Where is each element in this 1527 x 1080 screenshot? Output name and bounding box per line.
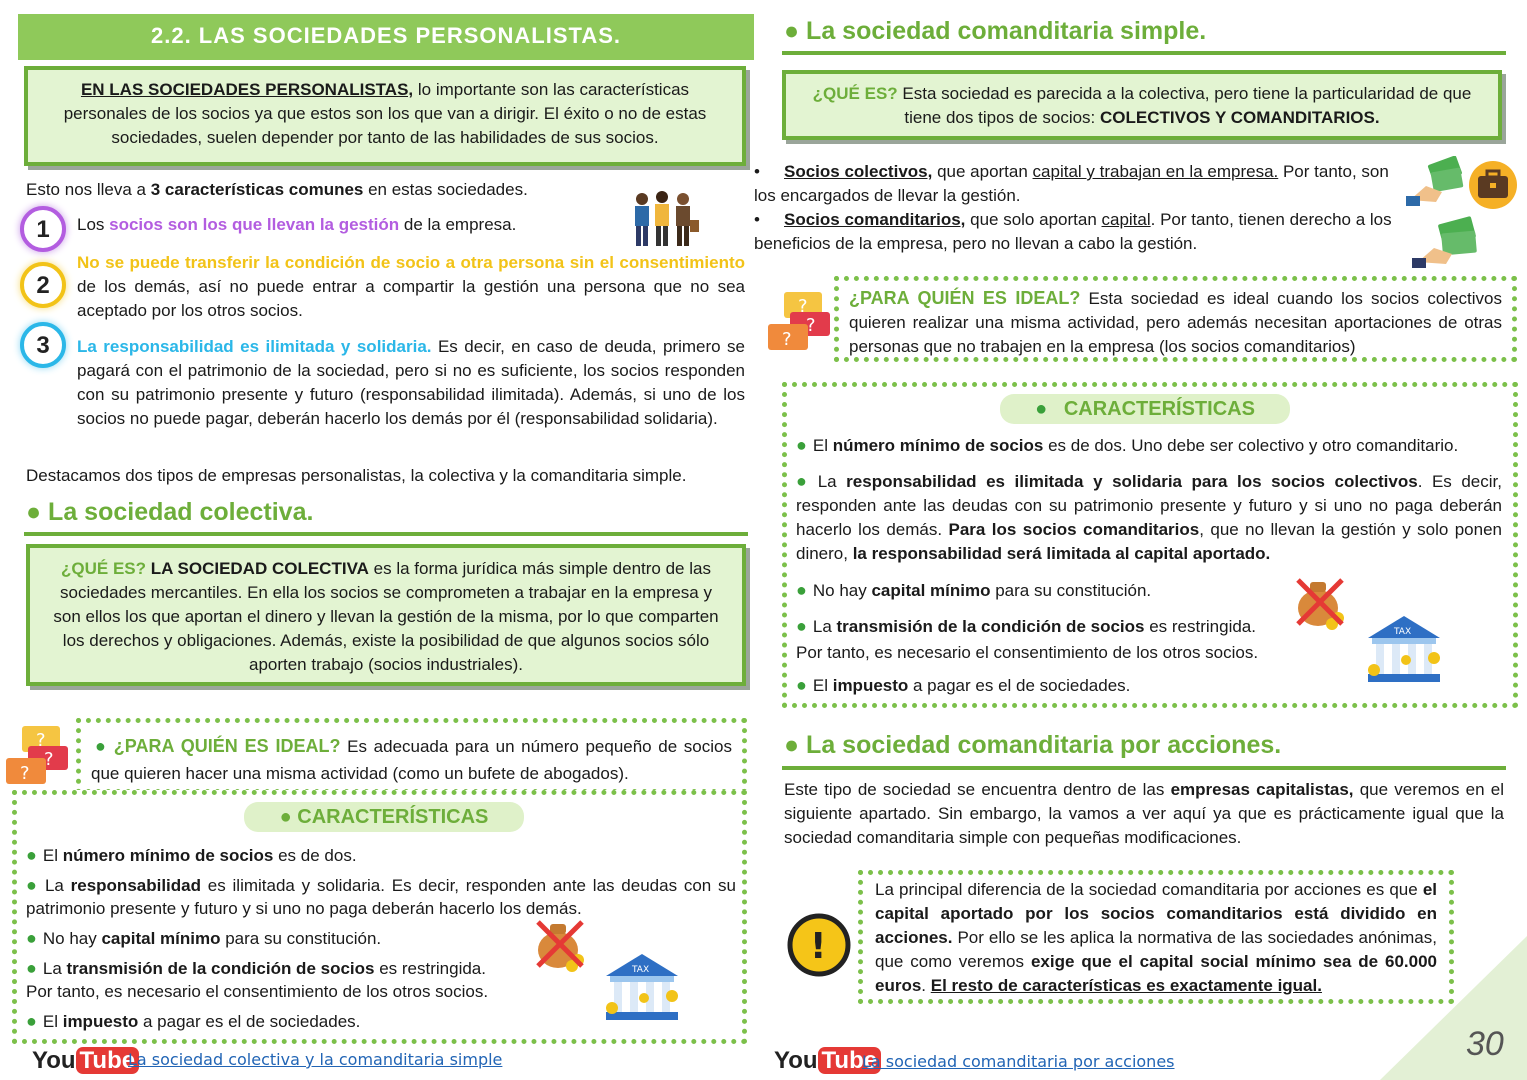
colectiva-car-4: ● La transmisión de la condición de socios es restringida. Por tanto, es necesario el consentimiento de los otros socios. xyxy=(26,958,489,1001)
number-2-badge: 2 xyxy=(20,262,66,308)
simple-car-3: ● No hay capital mínimo para su constitución. xyxy=(796,580,1152,600)
acciones-box: La principal diferencia de la sociedad comanditaria por acciones es que el capital aportado por los socios comanditarios está dividido en acciones. Por ello se les aplica la normativa de las sociedades anónimas, que como veremos exige que el capital social mínimo sea de 60.000 euros. El resto de características es exactamente igual. xyxy=(858,870,1454,1004)
svg-text:?: ? xyxy=(806,315,816,336)
svg-text:?: ? xyxy=(44,749,54,770)
page-number: 30 xyxy=(1466,1025,1504,1063)
question-bubbles-icon xyxy=(2,724,74,788)
socios-colectivos-item: • Socios colectivos, que aportan capital y trabajan en la empresa. Por tanto, son los encargados de llevar la gestión. xyxy=(754,162,1389,205)
colectiva-que-es-box: ¿QUÉ ES? LA SOCIEDAD COLECTIVA es la forma jurídica más simple dentro de las sociedades mercantiles. En ella los socios se comprometen a trabajar en la empresa y son ellos los que aportan el dinero y llevan la gestión de la misma, por lo que comparten los derechos y obligaciones. Además, existe la posibilidad de que algunos socios sólo aporten trabajo (socios industriales). xyxy=(26,544,746,686)
money-hand-icon xyxy=(1406,156,1466,208)
socios-comanditarios-item: • Socios comanditarios, que solo aportan capital. Por tanto, tienen derecho a los beneficios de la empresa, pero no llevan a cabo la gestión. xyxy=(754,210,1392,253)
no-money-bag-icon-right xyxy=(1292,574,1350,630)
point-1: Los socios son los que llevan la gestión de la empresa. xyxy=(77,215,517,234)
section-banner: 2.2. LAS SOCIEDADES PERSONALISTAS. xyxy=(18,14,754,60)
point-3: La responsabilidad es ilimitada y solidaria. Es decir, en caso de deuda, primero se pagará con el patrimonio de la sociedad, pero si no es suficiente, los socios responden con su patrimonio presente y futuro (responsabilidad ilimitada). Además, si uno de los socios no puede pagar, deberán hacerlo los demás por él (responsabilidad solidaria). xyxy=(77,337,745,428)
acciones-paragraph: Este tipo de sociedad se encuentra dentro de las empresas capitalistas, que veremos en el siguiente apartado. Sin embargo, la vamos a ver aquí ya que es prácticamente igual que la sociedad comanditaria simple con pequeñas modificaciones. xyxy=(784,780,1504,847)
simple-que-es-box: ¿QUÉ ES? Esta sociedad es parecida a la colectiva, pero tiene la particularidad de que tiene dos tipos de socios: COLECTIVOS Y COMANDITARIOS. xyxy=(782,70,1502,140)
acciones-rule xyxy=(782,766,1506,770)
no-money-bag-icon xyxy=(532,916,590,972)
video-link-acciones[interactable]: La sociedad comanditaria por acciones xyxy=(862,1052,1175,1071)
simple-car-1: ● El número mínimo de socios es de dos. Uno debe ser colectivo y otro comanditario. xyxy=(796,435,1459,455)
acciones-title: ● La sociedad comanditaria por acciones. xyxy=(784,731,1282,759)
colectiva-rule xyxy=(24,532,748,536)
svg-text:?: ? xyxy=(36,730,46,751)
number-1-badge: 1 xyxy=(20,206,66,252)
question-bubbles-icon-right xyxy=(764,290,836,354)
tax-building-icon xyxy=(600,950,684,1026)
intro-line: Esto nos lleva a 3 características comunes en estas sociedades. xyxy=(26,180,528,199)
colectiva-ideal-box: ● ¿PARA QUIÉN ES IDEAL? Es adecuada para un número pequeño de socios que quieren hacer una misma actividad (como un bufete de abogados). xyxy=(76,718,747,794)
colectiva-title: ● La sociedad colectiva. xyxy=(26,498,314,526)
simple-car-4: ● La transmisión de la condición de socios es restringida. Por tanto, es necesario el consentimiento de los otros socios. xyxy=(796,616,1259,662)
simple-rule xyxy=(782,51,1506,55)
simple-ideal-box: ¿PARA QUIÉN ES IDEAL? Esta sociedad es ideal cuando los socios colectivos quieren realizar una misma actividad, pero además necesitan aportaciones de otras personas que no trabajen en la empresa (los socios comanditarios) xyxy=(834,276,1517,362)
simple-car-5: ● El impuesto a pagar es el de sociedades. xyxy=(796,675,1131,695)
people-icon xyxy=(628,190,700,250)
svg-text:?: ? xyxy=(798,296,808,317)
simple-car-heading: ● CARACTERÍSTICAS xyxy=(1000,394,1290,424)
svg-text:TAX: TAX xyxy=(632,965,650,975)
youtube-logo-left: You Tube xyxy=(32,1046,139,1076)
warning-icon xyxy=(786,912,852,978)
colectiva-car-1: ● El número mínimo de socios es de dos. xyxy=(26,845,357,865)
colectiva-car-5: ● El impuesto a pagar es el de sociedades. xyxy=(26,1011,361,1031)
intro-box xyxy=(24,66,746,166)
money-hand-icon-2 xyxy=(1412,216,1482,270)
number-3-badge: 3 xyxy=(20,322,66,368)
intro-lead: EN LAS SOCIEDADES PERSONALISTAS, xyxy=(80,80,414,99)
intro-text: lo importante son las características personales de los socios ya que estos son los que van a dirigir. El éxito o no de estas sociedades, suelen depender por tanto de las habilidades de sus socios. xyxy=(63,80,707,147)
simple-title: ● La sociedad comanditaria simple. xyxy=(784,17,1207,45)
colectiva-car-heading: ● CARACTERÍSTICAS xyxy=(244,802,524,832)
video-link-colectiva[interactable]: La sociedad colectiva y la comanditaria simple xyxy=(128,1050,503,1069)
point-2: No se puede transferir la condición de socio a otra persona sin el consentimiento de los demás, así no puede entrar a compartir la gestión una persona que no sea aceptado por los otros socios. xyxy=(77,253,745,320)
svg-text:!: ! xyxy=(810,926,827,967)
colectiva-car-2: ● La responsabilidad es ilimitada y solidaria. Es decir, responden ante las deudas con su patrimonio presente y futuro y si uno no paga deberán hacerlo los demás. xyxy=(26,875,737,918)
svg-text:?: ? xyxy=(782,329,792,350)
svg-text:?: ? xyxy=(20,763,30,784)
youtube-logo-right: You Tube xyxy=(774,1046,881,1076)
briefcase-icon xyxy=(1468,156,1518,214)
destacamos-text: Destacamos dos tipos de empresas personalistas, la colectiva y la comanditaria simple. xyxy=(26,466,687,485)
svg-text:TAX: TAX xyxy=(1394,627,1412,637)
colectiva-car-3: ● No hay capital mínimo para su constitución. xyxy=(26,928,382,948)
simple-car-2: ● La responsabilidad es ilimitada y solidaria para los socios colectivos. Es decir, responden ante las deudas con su patrimonio presente y futuro y si uno no paga deberán hacerlo los demás. Para los socios comanditarios, que no llevan la gestión y solo ponen dinero, la responsabilidad será limitada al capital aportado. xyxy=(796,471,1502,563)
tax-building-icon-right xyxy=(1362,612,1446,688)
